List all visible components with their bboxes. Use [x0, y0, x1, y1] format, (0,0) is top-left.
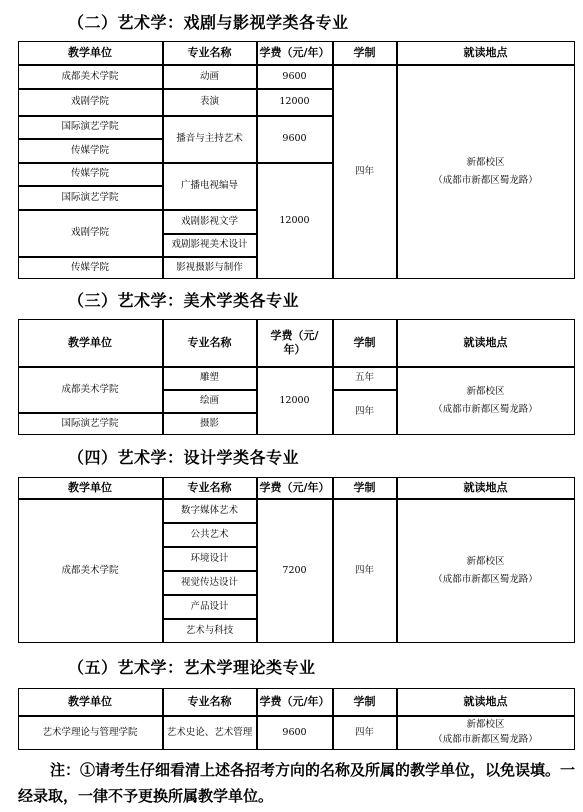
col-header-duration: 学制	[333, 41, 397, 65]
fee-cell: 9600	[257, 116, 333, 163]
duration-cell: 四年	[333, 716, 397, 750]
duration-cell: 四年	[333, 499, 397, 643]
unit-cell: 成都美术学院	[18, 499, 163, 643]
major-cell: 环境设计	[163, 547, 257, 571]
duration-cell: 四年	[333, 390, 397, 435]
footnote	[18, 757, 578, 809]
unit-cell: 传媒学院	[18, 139, 163, 163]
unit-cell: 传媒学院	[18, 163, 163, 186]
location-address: （成都市新都区蜀龙路）	[433, 734, 538, 745]
major-cell: 表演	[163, 89, 257, 116]
major-cell: 艺术与科技	[163, 619, 257, 643]
major-cell: 戏剧影视美术设计	[163, 234, 257, 257]
col-header-major: 专业名称	[163, 41, 257, 65]
unit-cell: 戏剧学院	[18, 89, 163, 116]
duration-cell: 五年	[333, 367, 397, 390]
fee-cell: 12000	[257, 367, 333, 435]
unit-cell: 国际演艺学院	[18, 116, 163, 139]
unit-cell: 戏剧学院	[18, 210, 163, 257]
fee-cell: 9600	[257, 716, 333, 750]
col-header-duration: 学制	[333, 688, 397, 716]
location-campus: 新都校区	[466, 156, 505, 168]
col-header-unit: 教学单位	[18, 688, 163, 716]
location-campus: 新都校区	[466, 719, 505, 731]
col-header-unit: 教学单位	[18, 319, 163, 367]
col-header-major: 专业名称	[163, 688, 257, 716]
major-cell: 公共艺术	[163, 523, 257, 547]
col-header-location: 就读地点	[397, 477, 575, 499]
fee-cell: 9600	[257, 65, 333, 89]
section-4-title: （四）艺术学：设计学类各专业	[68, 448, 300, 467]
location-cell	[397, 499, 575, 643]
unit-cell: 传媒学院	[18, 257, 163, 279]
duration-cell: 四年	[333, 65, 397, 279]
col-header-major: 专业名称	[163, 477, 257, 499]
major-cell: 绘画	[163, 390, 257, 413]
col-header-fee: 学费（元/年）	[257, 688, 333, 716]
unit-cell: 成都美术学院	[18, 367, 163, 413]
col-header-location: 就读地点	[397, 41, 575, 65]
location-cell	[397, 716, 575, 750]
col-header-location: 就读地点	[397, 319, 575, 367]
col-header-duration: 学制	[333, 319, 397, 367]
col-header-duration: 学制	[333, 477, 397, 499]
col-header-fee: 学费（元/年）	[257, 319, 333, 367]
location-campus: 新都校区	[466, 385, 505, 397]
location-address: （成都市新都区蜀龙路）	[433, 403, 538, 415]
location-cell	[397, 367, 575, 435]
unit-cell: 国际演艺学院	[18, 413, 163, 435]
major-cell: 影视摄影与制作	[163, 257, 257, 279]
unit-cell: 成都美术学院	[18, 65, 163, 89]
section-2-title: （二）艺术学：戏剧与影视学类各专业	[68, 13, 349, 32]
major-cell: 视觉传达设计	[163, 571, 257, 595]
col-header-fee: 学费（元/年）	[257, 477, 333, 499]
unit-cell: 艺术学理论与管理学院	[18, 716, 163, 750]
unit-cell: 国际演艺学院	[18, 186, 163, 210]
major-cell: 摄影	[163, 413, 257, 435]
major-cell: 广播电视编导	[163, 163, 257, 210]
fee-cell: 12000	[257, 163, 333, 279]
location-address: （成都市新都区蜀龙路）	[433, 174, 538, 186]
fee-cell: 7200	[257, 499, 333, 643]
major-cell: 产品设计	[163, 595, 257, 619]
col-header-location: 就读地点	[397, 688, 575, 716]
col-header-fee: 学费（元/年）	[257, 41, 333, 65]
major-cell: 艺术史论、艺术管理	[163, 716, 257, 750]
section-5-title: （五）艺术学：艺术学理论类专业	[68, 658, 316, 677]
location-campus: 新都校区	[466, 555, 505, 567]
section-3-title: （三）艺术学：美术学类各专业	[68, 291, 300, 310]
col-header-major: 专业名称	[163, 319, 257, 367]
location-cell	[397, 65, 575, 279]
location-address: （成都市新都区蜀龙路）	[433, 573, 538, 585]
major-cell: 雕塑	[163, 367, 257, 390]
fee-cell: 12000	[257, 89, 333, 116]
footnote-text: 注：①请考生仔细看清上述各招考方向的名称及所属的教学单位，以免误填。一经录取，一律不予更换所属教学单位。	[18, 761, 576, 805]
col-header-unit: 教学单位	[18, 477, 163, 499]
major-cell: 动画	[163, 65, 257, 89]
major-cell: 播音与主持艺术	[163, 116, 257, 163]
major-cell: 数字媒体艺术	[163, 499, 257, 523]
major-cell: 戏剧影视文学	[163, 210, 257, 234]
col-header-unit: 教学单位	[18, 41, 163, 65]
